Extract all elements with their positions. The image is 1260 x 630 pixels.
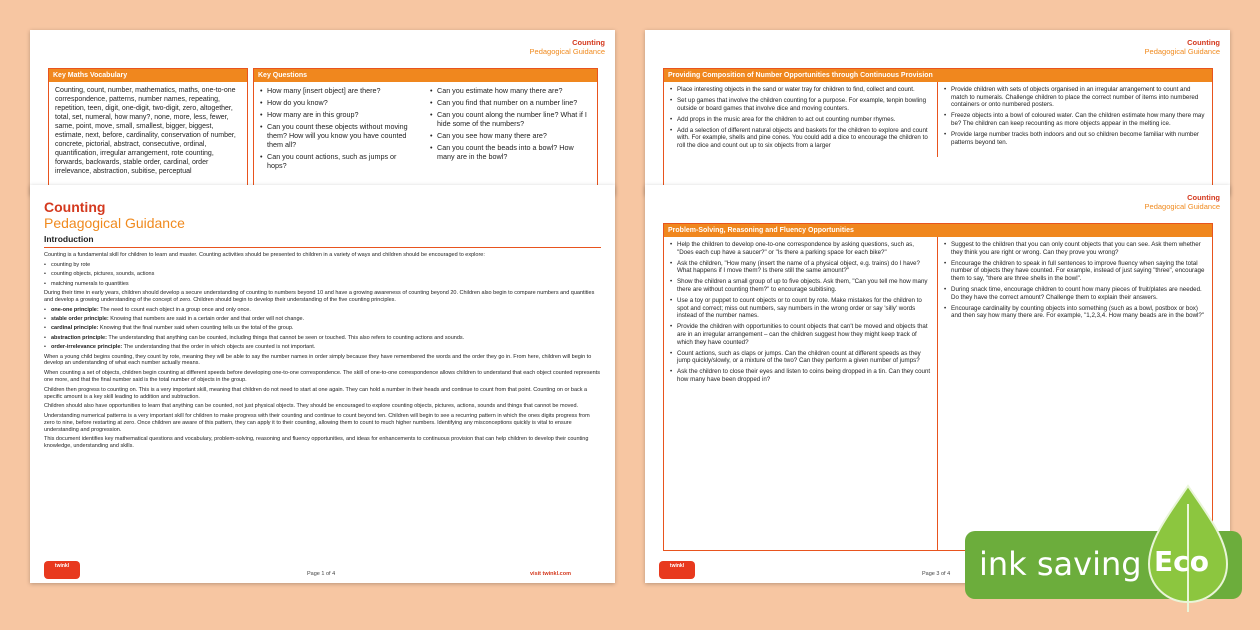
twinkl-logo: twinkl [44,561,80,579]
problem-solving-title: Problem-Solving, Reasoning and Fluency Opportunities [664,224,1212,237]
opportunity-item: • Help the children to develop one-to-one correspondence by asking questions, such as, "Does each cup have a saucer?" or "Is there a parking space for each bike?" [670,241,931,256]
intro-body: Counting is a fundamental skill for children to learn and master. Counting activities should be presented to children in a variety of ways and children should be encouraged to explore: • counting by rote • counting objects, pictures, sounds, actions • matching numerals to quantities During their time in early years, children should develop a secure understanding of counting to numbers beyond 10 and have a growing awareness of counting beyond 20. Children also begin to compare numbers and quantities and develop a growing understanding of the concept of zero. Children should begin to develop their understanding of the five counting principles. • one-one principle: The need to count each object in a group once and only once. • stable order principle: Knowing that numbers are said in a certain order and that order will not change. • cardinal principle: Knowing that the final number said when counting tells us the total of the group. • abstraction principle: The understanding that anything can be counted, including things that cannot be seen or touched. This also refers to counting actions and sounds. • order-irrelevance principle: The understanding that the order in which objects are counted is not important. When a young child begins counting, they count by rote, meaning they will be able to say the number names in order simply because they have remembered the words and the order they go in. From here, children will begin to develop an understanding of what each number actually means. When counting a set of objects, children begin counting at different speeds before developing one-to-one correspondence. The skill of one-to-one correspondence allows children to understand that each object counted represents one more, and that the final number said is the total number of objects in the group. Children then progress to counting on. This is a very important skill, meaning that children do not need to start at one again. They can hold a number in their heads and continue to count from that point. Counting on or back a specific amount is a key skill leading to addition and subtraction. Children should also have opportunities to learn that anything can be counted, not just physical objects. They should be encouraged to explore counting objects, pictures, actions, sounds and things that cannot be moved. Understanding numerical patterns is a very important skill for children to make progress with their counting and continue to count beyond ten. Children will begin to see a recurring pattern in which the ones digits progress from zero to nine, before restarting at zero. Once children are aware of this pattern, they can apply it to their counting, allowing them to count to much higher numbers. Identifying any misconceptions quickly is vital to ensure understanding and progression. This document identifies key mathematical questions and vocabulary, problem-solving, reasoning and fluency opportunities, and ideas for enhancements to continuous provision that can help children to develop their counting knowledge, understanding and skills. [44,252,601,453]
opportunity-item: • Encourage the children to speak in full sentences to improve fluency when saying the total number of objects they have counted. For example, instead of just saying "three", encourage them to say, "there are three shells in the bowl". [944,260,1206,283]
opportunity-item: • Suggest to the children that you can only count objects that you can see. Ask them whether they think you are right or wrong. Can they prove you wrong? [944,241,1206,256]
page-3 [645,185,1230,583]
question-item: • How many [insert object] are there? [260,86,418,95]
opportunity-item: • Use a toy or puppet to count objects or to count by rote. Make mistakes for the children to spot and correct; miss out numbers, say numbers in the wrong order or say 'silly' words instead of the number names. [670,297,931,320]
page-4 [645,30,1230,195]
explore-item: • counting objects, pictures, sounds, actions [44,271,601,278]
page-number: Page 1 of 4 [307,571,336,577]
principle-item: • cardinal principle: Knowing that the final number said when counting tells us the total of the group. [44,325,601,332]
principle-item: • order-irrelevance principle: The understanding that the order in which objects are counted is not important. [44,344,601,351]
provision-item: • Provide children with sets of objects organised in an irregular arrangement to count and match to numerals. Challenge children to place the correct number of items into numbered containers or onto numbered posters. [944,86,1206,109]
kq-right [424,82,594,177]
question-item: • How do you know? [260,98,418,107]
provision-item: • Place interesting objects in the sand or water tray for children to find, collect and count. [670,86,931,94]
question-item: • Can you count along the number line? What if I hide some of the numbers? [430,110,588,128]
opportunity-item: • Encourage cardinality by counting objects into something (such as a bowl, postbox or box) and then say how many there are. For example, "1,2,3,4. How many beads are in the bowl?" [944,305,1206,320]
page-subtitle: Pedagogical Guidance [44,215,185,231]
page-header: Counting Pedagogical Guidance [1144,193,1220,211]
page-header: Counting Pedagogical Guidance [1144,38,1220,56]
opportunity-item: • Show the children a small group of up to five objects. Ask them, "Can you tell me how many there are without counting them?" to encourage subitising. [670,278,931,293]
list-explore [44,262,601,288]
twinkl-logo: twinkl [659,561,695,579]
vocab-title: Key Maths Vocabulary [49,69,247,82]
divider [44,247,601,248]
provision-box [663,68,1213,195]
opportunity-item: • Ask the children, "How many (insert the name of a physical object, e.g. trains) do I have? What happens if I move them? Is there still the same amount?" [670,260,931,275]
principle-item: • stable order principle: Knowing that numbers are said in a certain order and that order will not change. [44,316,601,323]
vocab-text: Counting, count, number, mathematics, maths, one-to-one correspondence, patterns, number names, repeating, repetition, teen, digit, one-digit, two-digit, zero, altogether, total, set, numeral, how many?, none, more, less, fewer, same, point, move, small, smallest, bigger, biggest, estimate, next, before, cardinality, conservation of number, concrete, pictorial, abstract, consecutive, ordinal, quantification, irregular arrangement, rote counting, forwards, backwards, stable order, cardinal, order irrelevance, abstraction, subitise, perceptual [55,87,236,175]
question-item: • Can you count actions, such as jumps or hops? [260,152,418,170]
key-questions-title: Key Questions [254,69,597,82]
explore-item: • matching numerals to quantities [44,281,601,288]
question-item: • Can you estimate how many there are? [430,86,588,95]
question-item: • Can you find that number on a number line? [430,98,588,107]
provision-item: • Add props in the music area for the children to act out counting number rhymes. [670,116,931,124]
eco-label: Eco [1154,545,1209,578]
provision-item: • Provide large number tracks both indoors and out so children become familiar with number patterns beyond ten. [944,131,1206,146]
ink-saving-text: ink saving [979,545,1142,583]
problem-solving-box [663,223,1213,551]
key-questions-box [253,68,598,195]
page-header: Counting Pedagogical Guidance [529,38,605,56]
list-principles [44,307,601,351]
question-item: • How many are in this group? [260,110,418,119]
page-2 [30,30,615,195]
footer-url[interactable]: visit twinkl.com [530,571,571,577]
vocab-box [48,68,248,195]
question-item: • Can you count these objects without moving them? How will you know you have counted them all? [260,122,418,149]
page-title: Counting [44,199,106,215]
provision-left [664,82,938,157]
intro-heading: Introduction [44,234,94,244]
page-1 [30,185,615,583]
ps-left [664,237,938,550]
opportunity-item: • Ask the children to close their eyes and listen to coins being dropped in a tin. Can they count how many have been dropped in? [670,368,931,383]
question-item: • Can you count the beads into a bowl? How many are in the bowl? [430,143,588,161]
provision-title: Providing Composition of Number Opportunities through Continuous Provision [664,69,1212,82]
opportunity-item: • Count actions, such as claps or jumps. Can the children count at different speeds as they jump quickly/slowly, or a mixture of the two? Can they perform a given number of jumps? [670,350,931,365]
provision-item: • Set up games that involve the children counting for a purpose. For example, tenpin bowling outside or board games that involve dice and moving counters. [670,97,931,112]
kq-left [254,82,424,177]
opportunity-item: • Provide the children with opportunities to count objects that can't be moved and objects that are in an irregular arrangement – can the children suggest how they might keep track of which they have counted? [670,323,931,346]
question-item: • Can you see how many there are? [430,131,588,140]
provision-right [938,82,1212,157]
opportunity-item: • During snack time, encourage children to count how many pieces of fruit/plates are needed. Do they have the correct amount? Challenge them to explain their answers. [944,286,1206,301]
provision-item: • Freeze objects into a bowl of coloured water. Can the children estimate how many there may be? The children can keep recounting as more objects appear in the melting ice. [944,112,1206,127]
principle-item: • one-one principle: The need to count each object in a group once and only once. [44,307,601,314]
page-number: Page 3 of 4 [922,571,951,577]
principle-item: • abstraction principle: The understanding that anything can be counted, including things that cannot be seen or touched. This also refers to counting actions and sounds. [44,335,601,342]
explore-item: • counting by rote [44,262,601,269]
provision-item: • Add a selection of different natural objects and baskets for the children to explore and count with. For example, shells and pine cones. You could add a dice to encourage the children to roll the dice and count out up to six objects from a larger [670,127,931,150]
